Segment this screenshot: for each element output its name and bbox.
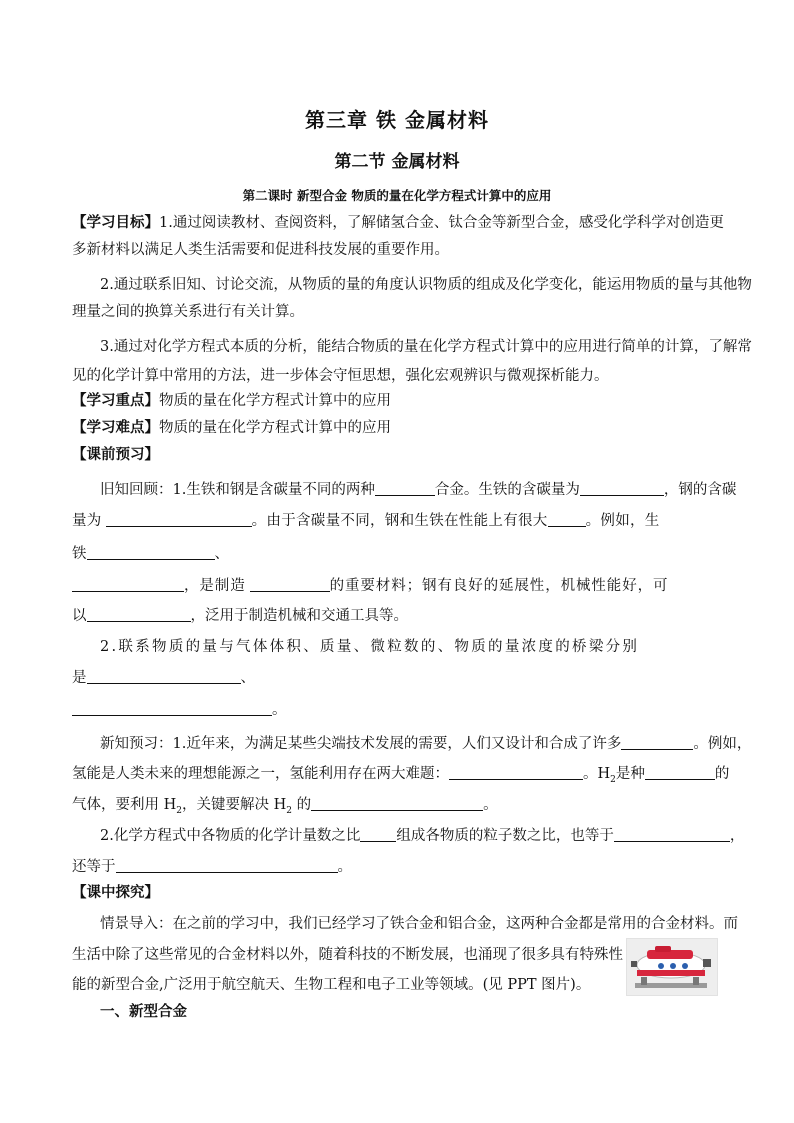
- blank[interactable]: [72, 701, 272, 717]
- new-line-5: 还等于 。: [72, 859, 352, 875]
- preview-heading: 【课前预习】: [72, 446, 159, 463]
- review-line-4: ，是制造 的重要材料；钢有良好的延展性，机械性能好，可: [72, 574, 668, 595]
- review-line-3: 铁 、: [72, 546, 229, 562]
- new-line-1: 新知预习：1.近年来，为满足某些尖端技术发展的需要，人们又设计和合成了许多 。例如，: [100, 736, 752, 752]
- review-line-1: 旧知回顾：1.生铁和钢是含碳量不同的两种 合金。生铁的含碳量为 ，钢的含碳: [100, 482, 737, 498]
- blank[interactable]: [87, 545, 215, 561]
- blank[interactable]: [375, 481, 435, 497]
- objective-2-cont: 理量之间的换算关系进行有关计算。: [72, 304, 304, 320]
- submersible-icon: [627, 939, 717, 995]
- blank[interactable]: [645, 765, 715, 781]
- blank[interactable]: [106, 512, 252, 528]
- submersible-illustration: [626, 938, 718, 996]
- review-line-5: 以 ，泛用于制造机械和交通工具等。: [72, 608, 408, 624]
- blank[interactable]: [72, 577, 184, 593]
- objective-3-cont: 见的化学计算中常用的方法，进一步体会守恒思想，强化宏观辨识与微观探析能力。: [72, 368, 609, 384]
- new-line-4: 2.化学方程式中各物质的化学计量数之比 组成各物质的粒子数之比，也等于 ，: [100, 828, 745, 844]
- blank[interactable]: [580, 481, 664, 497]
- objective-1-cont: 多新材料以满足人类生活需要和促进科技发展的重要作用。: [72, 242, 449, 258]
- lesson-title: 第二课时 新型合金 物质的量在化学方程式计算中的应用: [242, 188, 552, 203]
- new-line-2: 氢能是人类未来的理想能源之一，氢能利用存在两大难题： 。$H_2$是种 的: [72, 766, 730, 785]
- blank[interactable]: [311, 796, 483, 812]
- review-line-2: 量为 。由于含碳量不同，钢和生铁在性能上有很大 。例如，生: [72, 513, 660, 529]
- blank[interactable]: [614, 827, 730, 843]
- difficulty: 【学习难点】物质的量在化学方程式计算中的应用: [72, 419, 391, 436]
- blank[interactable]: [360, 827, 396, 843]
- objective-3: 3.通过对化学方程式本质的分析，能结合物质的量在化学方程式计算中的应用进行简单的计算，了解常: [100, 339, 752, 355]
- scene-line-2: 生活中除了这些常见的合金材料以外，随着科技的不断发展，也涌现了很多具有特殊性: [72, 947, 623, 963]
- key-point: 【学习重点】物质的量在化学方程式计算中的应用: [72, 392, 391, 409]
- review-line-6: 2.联系物质的量与气体体积、质量、微粒数的、物质的量浓度的桥梁分别: [100, 639, 640, 655]
- blank[interactable]: [87, 669, 241, 685]
- blank[interactable]: [87, 607, 191, 623]
- blank[interactable]: [250, 577, 330, 593]
- blank[interactable]: [449, 765, 583, 781]
- subsection-heading: 一、新型合金: [100, 1003, 187, 1020]
- scene-line-1: 情景导入：在之前的学习中，我们已经学习了铁合金和铝合金，这两种合金都是常用的合金材料。而: [100, 916, 738, 932]
- chapter-title: 第三章 铁 金属材料: [305, 108, 489, 132]
- review-line-8: 。: [72, 698, 287, 719]
- review-line-7: 是 、: [72, 670, 255, 686]
- new-line-3: 气体，要利用 $H_2$，关键要解决 $H_2$ 的 。: [72, 797, 498, 816]
- blank[interactable]: [116, 858, 338, 874]
- objective-1: 【学习目标】1.通过阅读教材、查阅资料，了解储氢合金、钛合金等新型合金，感受化学科学对创造更: [72, 214, 724, 231]
- objective-2: 2.通过联系旧知、讨论交流，从物质的量的角度认识物质的组成及化学变化，能运用物质的量与其他物: [100, 277, 752, 293]
- blank[interactable]: [548, 512, 586, 528]
- scene-line-3: 能的新型合金,广泛用于航空航天、生物工程和电子工业等领域。(见 PPT 图片)。: [72, 977, 591, 993]
- blank[interactable]: [621, 735, 693, 751]
- section-title: 第二节 金属材料: [334, 152, 460, 172]
- explore-heading: 【课中探究】: [72, 884, 159, 901]
